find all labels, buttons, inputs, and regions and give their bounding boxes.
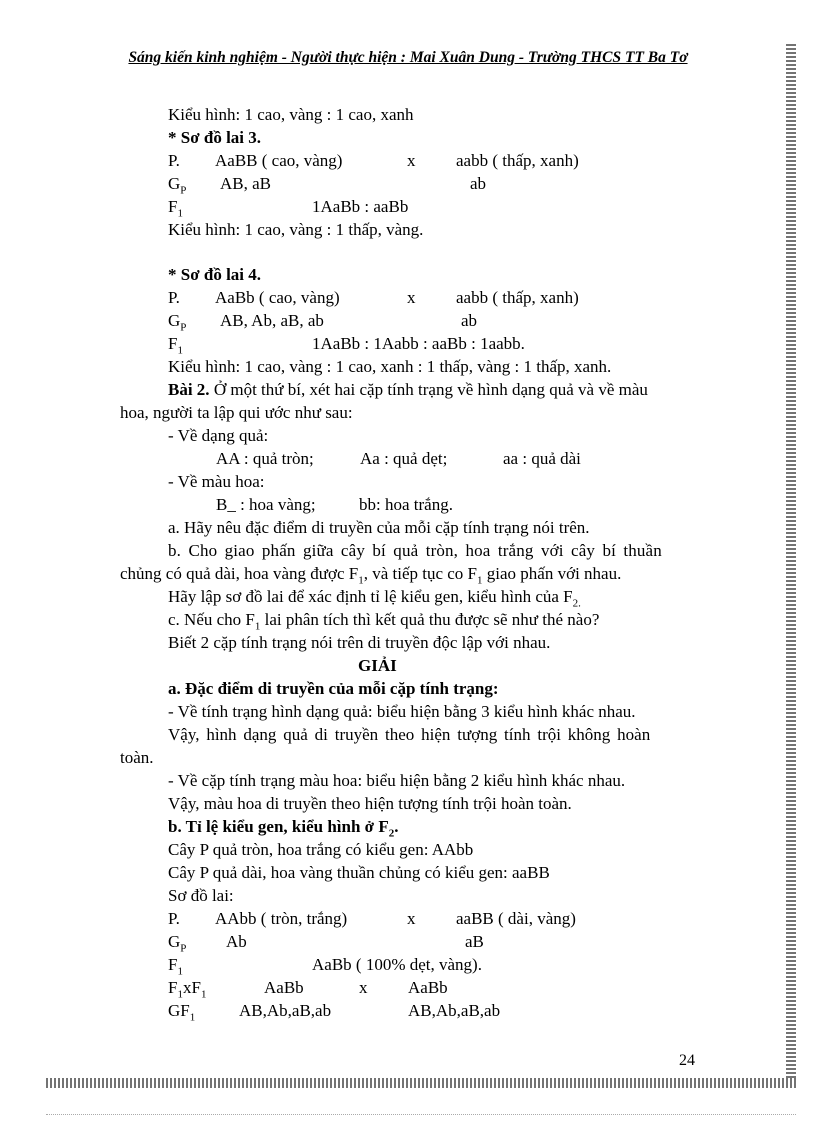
question-b: b. Cho giao phấn giữa cây bí quả tròn, hoa trắng với cây bí thuần [168, 541, 662, 560]
offspring-genotype: AaBb ( 100% dẹt, vàng). [312, 955, 482, 974]
text-line: Cây P quả tròn, hoa trắng có kiểu gen: AAbb [168, 840, 474, 859]
text-line: - Về dạng quả: [168, 426, 269, 445]
text-line: Sơ đồ lai: [168, 886, 234, 905]
gamete-values: ab [461, 311, 478, 330]
gamete-values: AB,Ab,aB,ab [239, 1001, 332, 1020]
subsection-heading: a. Đặc điểm di truyền của mỗi cặp tính trạng: [168, 679, 499, 698]
cross-symbol: x [407, 288, 416, 307]
gamete-label: $G_P$ [168, 174, 187, 197]
rule-item: AA : quả tròn; [216, 449, 314, 468]
rule-item: bb: hoa trắng. [359, 495, 453, 514]
text-line: Hãy lập sơ đồ lai để xác định tỉ lệ kiểu gen, kiểu hình của $F_{2.}$ [168, 587, 581, 610]
page-shadow-right [786, 44, 796, 1078]
gamete-values: AB, Ab, aB, ab [220, 311, 324, 330]
offspring-label: $F_1$ [168, 955, 183, 978]
cross-parent: aaBB ( dài, vàng) [456, 909, 576, 928]
text-line: toàn. [120, 748, 154, 767]
cross-parent: aabb ( thấp, xanh) [456, 151, 579, 170]
section-heading: * Sơ đồ lai 4. [168, 265, 262, 284]
cross-parent: AaBb ( cao, vàng) [215, 288, 340, 307]
question-c: c. Nếu cho $F_1$ lai phân tích thì kết quả thu được sẽ như thé nào? [168, 610, 600, 633]
offspring-label: $F_1$ [168, 334, 183, 357]
text-line: - Về cặp tính trạng màu hoa: biểu hiện bằng 2 kiểu hình khác nhau. [168, 771, 626, 790]
text-line: Kiểu hình: 1 cao, vàng : 1 thấp, vàng. [168, 220, 424, 239]
cross-parent: aabb ( thấp, xanh) [456, 288, 579, 307]
question-a: a. Hãy nêu đặc điểm di truyền của mỗi cặp tính trạng nói trên. [168, 518, 590, 537]
exercise-intro: Bài 2. Ở một thứ bí, xét hai cặp tính trạng về hình dạng quả và về màu [168, 380, 648, 399]
cross-symbol: x [407, 151, 416, 170]
offspring-genotype: 1AaBb : 1Aabb : aaBb : 1aabb. [312, 334, 525, 353]
rule-item: B_ : hoa vàng; [216, 495, 316, 514]
page-shadow-bottom [46, 1078, 796, 1088]
text-line: Vậy, hình dạng quả di truyền theo hiện tượng tính trội không hoàn [168, 725, 651, 744]
text-line: Vậy, màu hoa di truyền theo hiện tượng tính trội hoàn toàn. [168, 794, 572, 813]
cross-parent: AaBb [408, 978, 448, 997]
cross-parent: AaBb [264, 978, 304, 997]
f1-cross-label: $F_1xF_1$ [168, 978, 207, 1001]
offspring-genotype: 1AaBb : aaBb [312, 197, 409, 216]
cross-symbol: x [359, 978, 368, 997]
gamete-label: $G_P$ [168, 311, 187, 334]
text-line: Kiểu hình: 1 cao, vàng : 1 cao, xanh : 1 thấp, vàng : 1 thấp, xanh. [168, 357, 612, 376]
rule-item: aa : quả dài [503, 449, 581, 468]
page-header: Sáng kiến kinh nghiệm - Người thực hiện : Mai Xuân Dung - Trường THCS TT Ba Tơ [128, 49, 688, 66]
cross-symbol: x [407, 909, 416, 928]
page-bottom-rule [46, 1114, 796, 1115]
text-line: chủng có quả dài, hoa vàng được $F_1$, và tiếp tục co $F_1$ giao phấn với nhau. [120, 564, 622, 587]
text-line: Kiểu hình: 1 cao, vàng : 1 cao, xanh [168, 105, 414, 124]
gamete-values: aB [465, 932, 484, 951]
text-line: hoa, người ta lập qui ước như sau: [120, 403, 353, 422]
cross-parent: AaBB ( cao, vàng) [215, 151, 343, 170]
text-line: - Về màu hoa: [168, 472, 265, 491]
cross-label: P. [168, 151, 180, 170]
gamete-values: AB,Ab,aB,ab [408, 1001, 501, 1020]
gamete-values: AB, aB [220, 174, 271, 193]
gamete-values: ab [470, 174, 487, 193]
gamete-values: Ab [226, 932, 247, 951]
page-number: 24 [679, 1052, 695, 1069]
offspring-label: $F_1$ [168, 197, 183, 220]
gamete-label: $GF_1$ [168, 1001, 196, 1024]
rule-item: Aa : quả dẹt; [360, 449, 448, 468]
cross-label: P. [168, 909, 180, 928]
gamete-label: $G_P$ [168, 932, 187, 955]
text-line: Biết 2 cặp tính trạng nói trên di truyền độc lập với nhau. [168, 633, 551, 652]
cross-parent: AAbb ( tròn, trắng) [215, 909, 348, 928]
section-heading: * Sơ đồ lai 3. [168, 128, 262, 147]
text-line: - Về tính trạng hình dạng quả: biểu hiện bằng 3 kiểu hình khác nhau. [168, 702, 636, 721]
subsection-heading: b. Tỉ lệ kiểu gen, kiểu hình ở $F_2$. [168, 817, 399, 840]
text-line: Cây P quả dài, hoa vàng thuần chủng có kiểu gen: aaBB [168, 863, 550, 882]
solution-heading: GIẢI [358, 656, 397, 675]
cross-label: P. [168, 288, 180, 307]
